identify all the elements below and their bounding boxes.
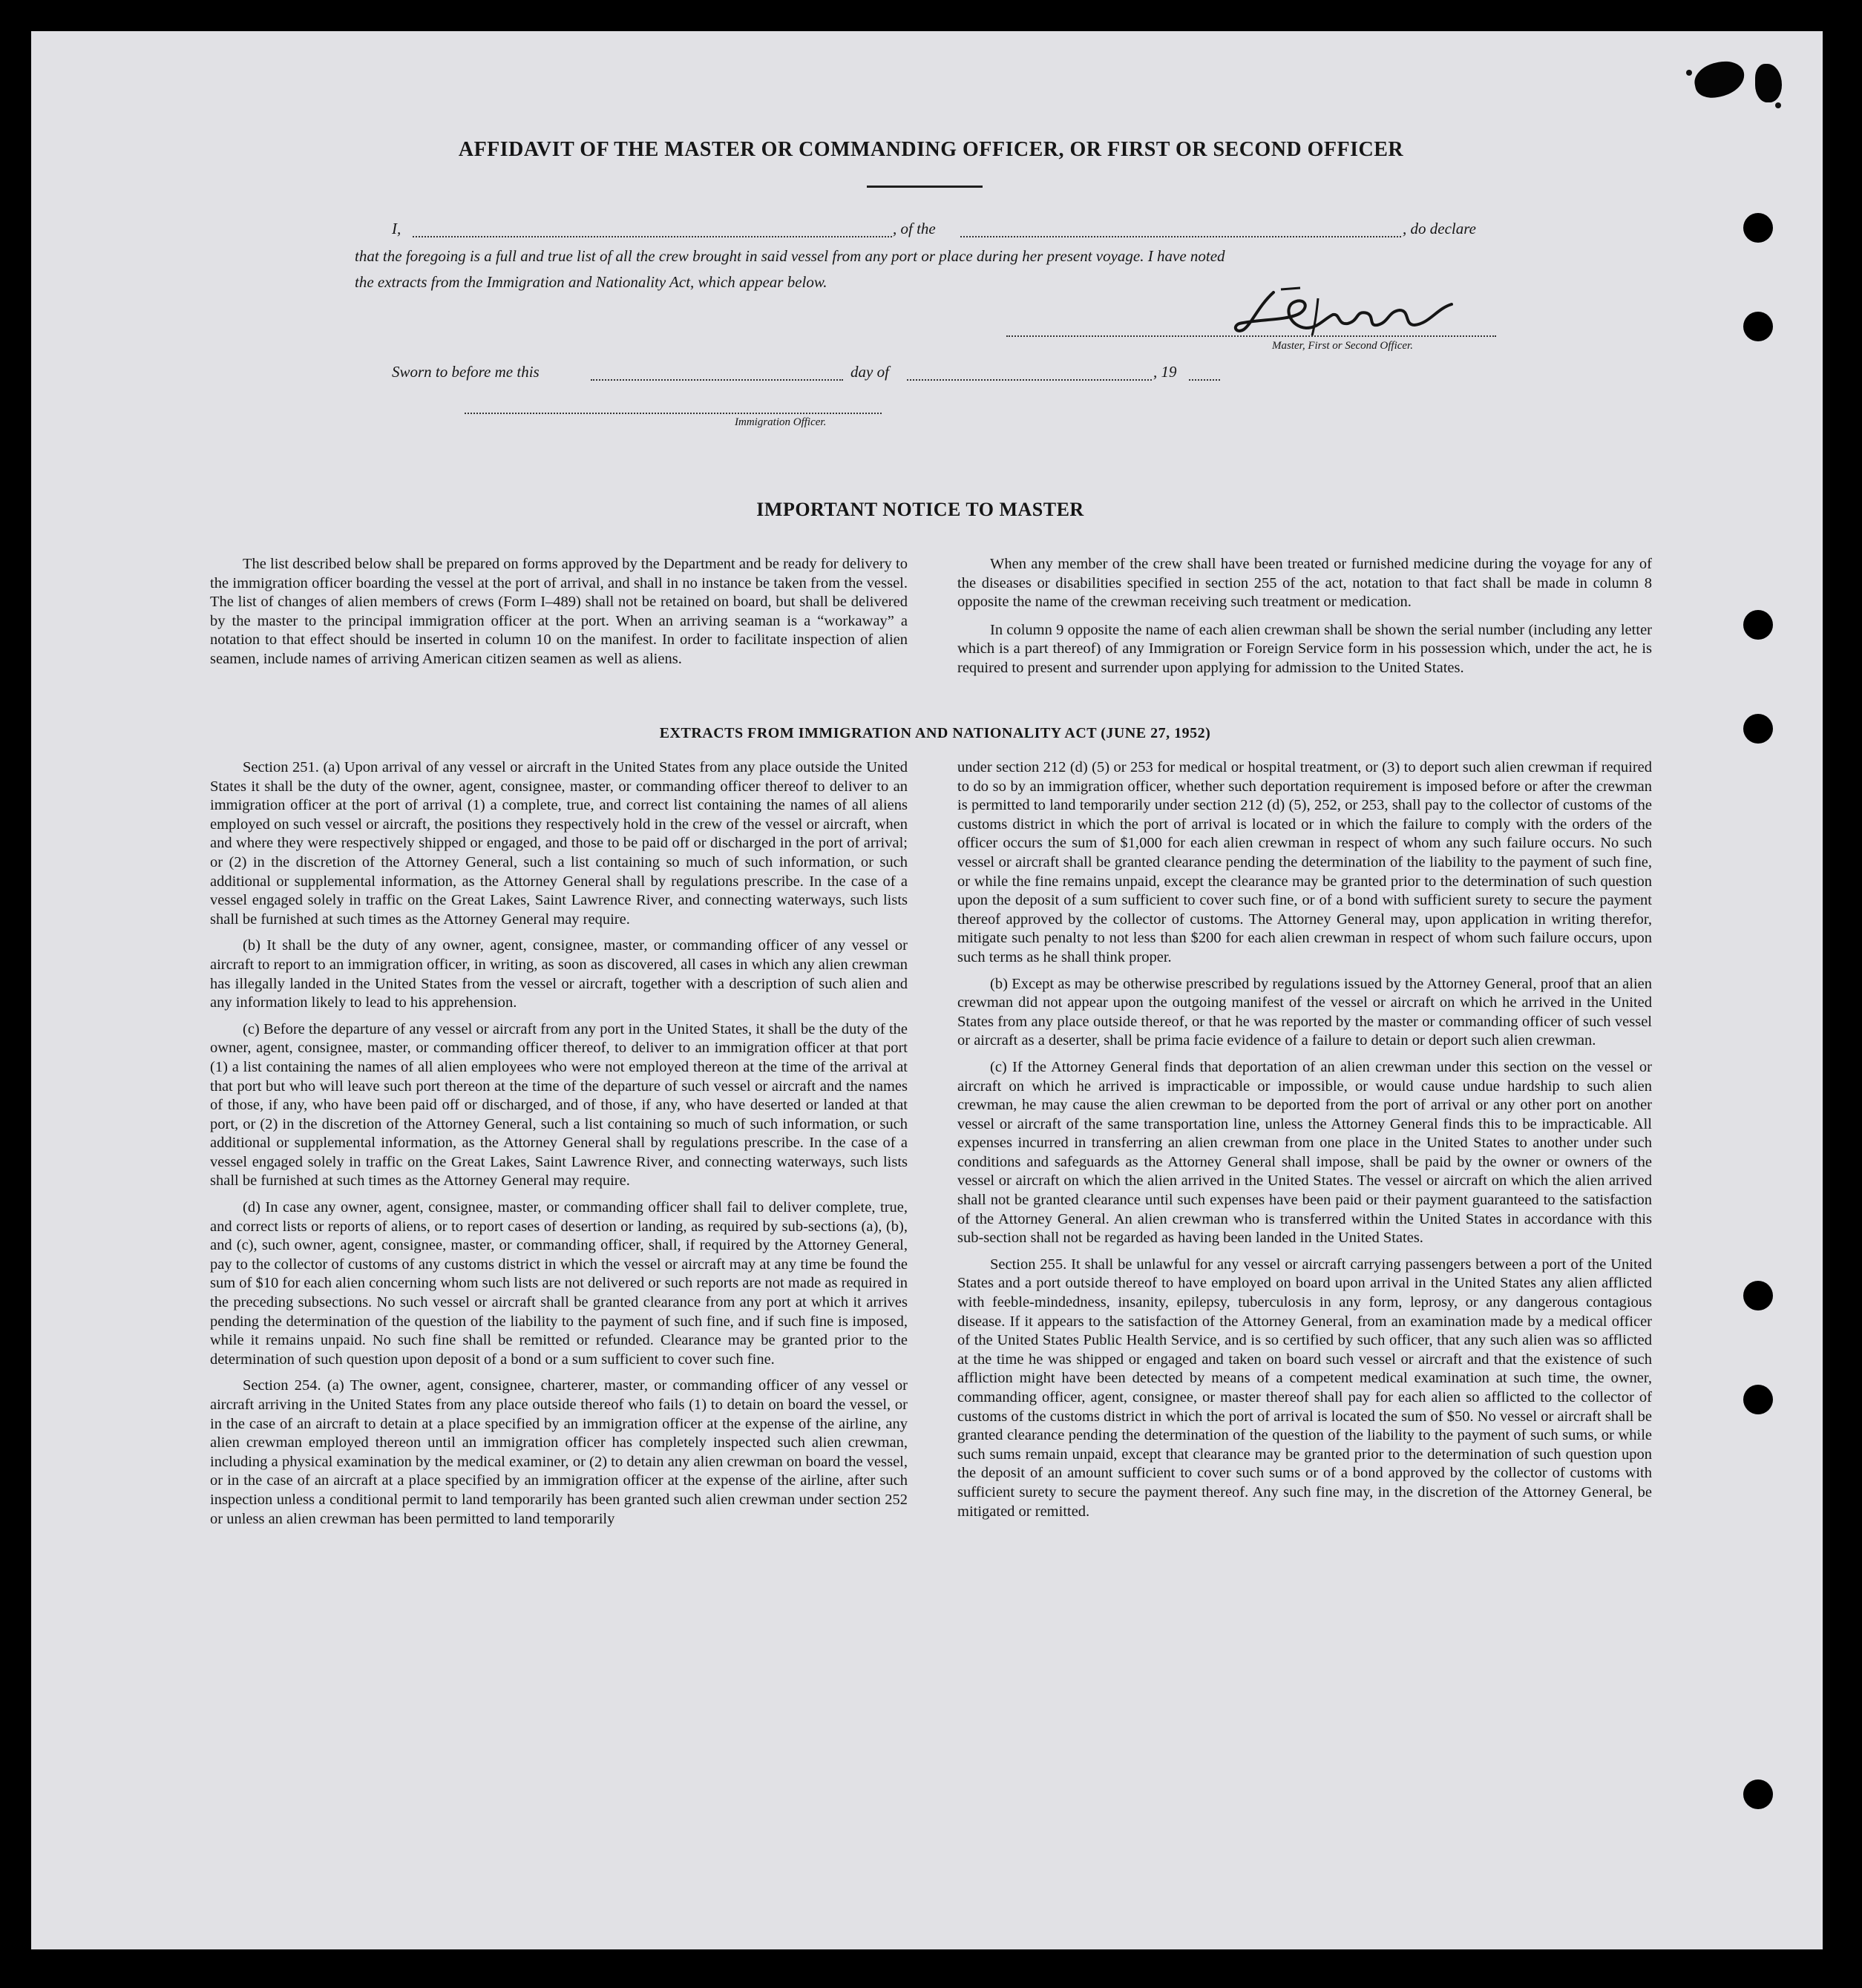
punch-hole: [1743, 312, 1773, 341]
affidavit-title: AFFIDAVIT OF THE MASTER OR COMMANDING OFFICER, OR FIRST OR SECOND OFFICER: [458, 138, 1404, 161]
signer-caption: Master, First or Second Officer.: [1272, 340, 1413, 352]
section-paragraph: (b) Except as may be otherwise prescribed by regulations issued by the Attorney General, proof that an alien crewman did not appear upon the outgoing manifest of the vessel or aircraft on which he arrived in the United States from any place outside thereof, or that he was reported by the master or commanding officer of such vessel or aircraft as a deserter, shall be prima facie evidence of a failure to detain or deport such alien crewman.: [957, 975, 1652, 1049]
punch-hole: [1743, 610, 1773, 640]
vessel-field[interactable]: [960, 236, 1401, 237]
officer-signature-line[interactable]: [465, 413, 882, 414]
notice-paragraph: The list described below shall be prepared on forms approved by the Department and be ready for delivery to the immigration officer boarding the vessel at the port of arrival, and shall in no instance be taken from the vessel. The list of changes of alien members of crews (Form I–489) shall not be retained on board, but shall be delivered by the master to the principal immigration officer at the port. When an arriving seaman is a “workaway” a notation to that effect should be inserted in column 10 on the manifest. In order to facilitate inspection of alien seamen, include names of arriving American citizen seamen as well as aliens.: [210, 556, 908, 667]
sworn-label: Sworn to before me this: [392, 363, 540, 381]
section-paragraph: Section 251. (a) Upon arrival of any vessel or aircraft in the United States from any place outside the United States it shall be the duty of the owner, agent, consignee, master, or commanding officer thereof to deliver to an immigration officer at the port of arrival (1) a complete, true, and correct list containing the names of all aliens employed on such vessel or aircraft, the positions they respectively hold in the crew of the vessel or aircraft, when and where they were respectively shipped or engaged, and those to be paid off or discharged in the port of arrival; or (2) in the discretion of the Attorney General, such a list containing so much of such information, or such additional or supplemental information, as the Attorney General shall by regulations prescribe. In the case of a vessel engaged solely in traffic on the Great Lakes, Saint Lawrence River, and connecting waterways, such lists shall be furnished at such times as the Attorney General may require.: [210, 759, 908, 928]
declaration-line-1: that the foregoing is a full and true list of all the crew brought in said vessel from any port or place during her present voyage. I have noted: [355, 247, 1225, 265]
punch-hole: [1743, 1385, 1773, 1414]
sworn-year-field[interactable]: [1189, 379, 1220, 381]
sworn-month-field[interactable]: [907, 379, 1152, 381]
ink-speck: [1775, 102, 1781, 108]
punch-hole: [1743, 1281, 1773, 1310]
notice-title: IMPORTANT NOTICE TO MASTER: [756, 499, 1084, 520]
section-paragraph: (c) Before the departure of any vessel or aircraft from any port in the United States, it shall be the duty of the owner, agent, consignee, master, or commanding officer thereof, to deliver to an immigration officer at that port (1) a list containing the names of all alien employees who were not employed thereon at the time of the arrival at that port but who will leave such port thereon at the time of the departure of such vessel or aircraft and the names of those, if any, who have been paid off or discharged, and of those, if any, who have deserted or landed at that port, or (2) in the discretion of the Attorney General, such a list containing so much of such information, or such additional or supplemental information, as the Attorney General shall by regulations prescribe. In the case of a vessel engaged solely in traffic on the Great Lakes, Saint Lawrence River, and connecting waterways, such lists shall be furnished at such times as the Attorney General may require.: [210, 1020, 908, 1190]
notice-left-column: [210, 555, 908, 669]
handwritten-signature: [1229, 283, 1481, 343]
extracts-title: EXTRACTS FROM IMMIGRATION AND NATIONALITY ACT (JUNE 27, 1952): [659, 725, 1211, 741]
extracts-right-column: [957, 758, 1652, 1521]
name-field[interactable]: [413, 236, 892, 237]
declaration-line-2: the extracts from the Immigration and Nationality Act, which appear below.: [355, 273, 827, 291]
section-paragraph: (c) If the Attorney General finds that deportation of an alien crewman under this section on the vessel or aircraft on which he arrived is impracticable or impossible, or would cause undue hardship to such alien crewman, he may cause the alien crewman to be deported from the port of arrival or any other port on another vessel or aircraft of the same transportation line, unless the Attorney General finds this to be impracticable. All expenses incurred in transferring an alien crewman from one place in the United States to another under such conditions and safeguards as the Attorney General shall impose, shall be paid by the owner or owners of the vessel or aircraft on which the alien arrived in the United States. The vessel or aircraft on which the alien arrived shall not be granted clearance until such expenses have been paid or their payment guaranteed to the satisfaction of the Attorney General. An alien crewman who is transferred within the United States in accordance with this sub-section shall not be regarded as having been landed in the United States.: [957, 1058, 1652, 1247]
i-label: I,: [392, 220, 401, 237]
section-paragraph: Section 255. It shall be unlawful for any vessel or aircraft carrying passengers between a port of the United States and a port outside thereof to have employed on board upon arrival in the United States any alien afflicted with feeble-mindedness, insanity, epilepsy, tuberculosis in any form, leprosy, or any dangerous contagious disease. If it appears to the satisfaction of the Attorney General, from an examination made by a medical officer of the United States Public Health Service, and is so certified by such officer, that any such alien was so afflicted at the time he was shipped or engaged and taken on board such vessel or aircraft and that the existence of such affliction might have been detected by means of a competent medical examination at such time, the owner, commanding officer, agent, consignee, or master thereof shall pay for each alien so afflicted to the collector of customs of the customs district in which the port of arrival is located the sum of $50. No vessel or aircraft shall be granted clearance pending the determination of the question of the liability to the payment of such sums, or while such sums remain unpaid, except that clearance may be granted prior to the determination of such question upon the deposit of an amount sufficient to cover such sums or of a bond approved by the collector of customs with sufficient surety to secure the payment thereof. Any such fine may, in the discretion of the Attorney General, be mitigated or remitted.: [957, 1256, 1652, 1520]
section-paragraph: Section 254. (a) The owner, agent, consignee, charterer, master, or commanding officer of any vessel or aircraft arriving in the United States from any place outside thereof who fails (1) to detain on board the vessel, or in the case of an aircraft to detain at a place specified by an immigration officer at the expense of the airline, any alien crewman employed thereon until an immigration officer has completely inspected such alien crewman, including a physical examination by the medical examiner, or (2) to detain any alien crewman on board the vessel, or in the case of an aircraft at a place specified by an immigration officer at the expense of the airline, after such inspection unless a conditional permit to land temporarily has been granted such alien crewman under section 252 or unless an alien crewman has been permitted to land temporarily: [210, 1377, 908, 1527]
of-the-label: , of the: [893, 220, 936, 237]
punch-hole: [1743, 1779, 1773, 1809]
punch-hole: [1743, 213, 1773, 243]
extracts-left-column: [210, 758, 908, 1529]
notice-right-column: [957, 555, 1652, 678]
section-paragraph: (b) It shall be the duty of any owner, agent, consignee, master, or commanding officer of any vessel or aircraft to report to an immigration officer, in writing, as soon as discovered, all cases in which any alien crewman has illegally landed in the United States from the vessel or aircraft, together with a description of such alien and any information likely to lead to his apprehension.: [210, 937, 908, 1011]
officer-caption: Immigration Officer.: [735, 416, 827, 428]
sworn-day-field[interactable]: [591, 379, 843, 381]
notice-paragraph: When any member of the crew shall have been treated or furnished medicine during the voyage for any of the diseases or disabilities specified in section 255 of the act, notation to that fact shall be made in column 8 opposite the name of the crewman receiving such treatment or medication.: [957, 556, 1652, 611]
section-paragraph: under section 212 (d) (5) or 253 for medical or hospital treatment, or (3) to deport such alien crewman if required to do so by an immigration officer, whether such deportation requirement is imposed before or after the crewman is permitted to land temporarily under section 212 (d) (5), 252, or 253, shall pay to the collector of customs of the customs district in which the port of arrival is located or in which the failure to comply with the orders of the officer occurs the sum of $1,000 for each alien crewman in respect of whom any such failure occurs. No such vessel or aircraft shall be granted clearance pending the determination of the liability to the payment of such fine, or while the fine remains unpaid, except the clearance may be granted prior to the determination of such question upon the deposit of a sum sufficient to cover such fine, or of a bond with sufficient surety to secure the payment thereof approved by the collector of customs. The Attorney General may, upon application in writing therefor, mitigate such penalty to not less than $200 for each alien crewman in respect of whom such failure occurs, upon such terms as he shall think proper.: [957, 759, 1652, 965]
day-of-label: day of: [850, 363, 889, 381]
do-declare-label: , do declare: [1403, 220, 1476, 237]
title-rule: [867, 186, 983, 188]
punch-hole: [1743, 714, 1773, 744]
section-paragraph: (d) In case any owner, agent, consignee, master, or commanding officer shall fail to deliver complete, true, and correct lists or reports of aliens, or to report cases of desertion or landing, as required by sub-sections (a), (b), and (c), such owner, agent, consignee, master, or commanding officer, shall, if required by the Attorney General, pay to the collector of customs of any customs district in which the vessel or aircraft may at any time be found the sum of $10 for each alien concerning whom such lists are not delivered or such reports are not made as required in the preceding subsections. No such vessel or aircraft shall be granted clearance from any port at which it arrives pending the determination of the question of the liability to the payment of such fine, and if such fine is imposed, while it remains unpaid. No such fine shall be remitted or refunded. Clearance may be granted prior to the determination of such question upon deposit of a bond or a sum sufficient to cover such fine.: [210, 1199, 908, 1368]
year-label: , 19: [1153, 363, 1177, 381]
ink-speck: [1686, 70, 1692, 76]
notice-paragraph: In column 9 opposite the name of each alien crewman shall be shown the serial number (including any letter which is a part thereof) of any Immigration or Foreign Service form in his possession which, under the act, he is required to present and surrender upon applying for admission to the United States.: [957, 621, 1652, 676]
